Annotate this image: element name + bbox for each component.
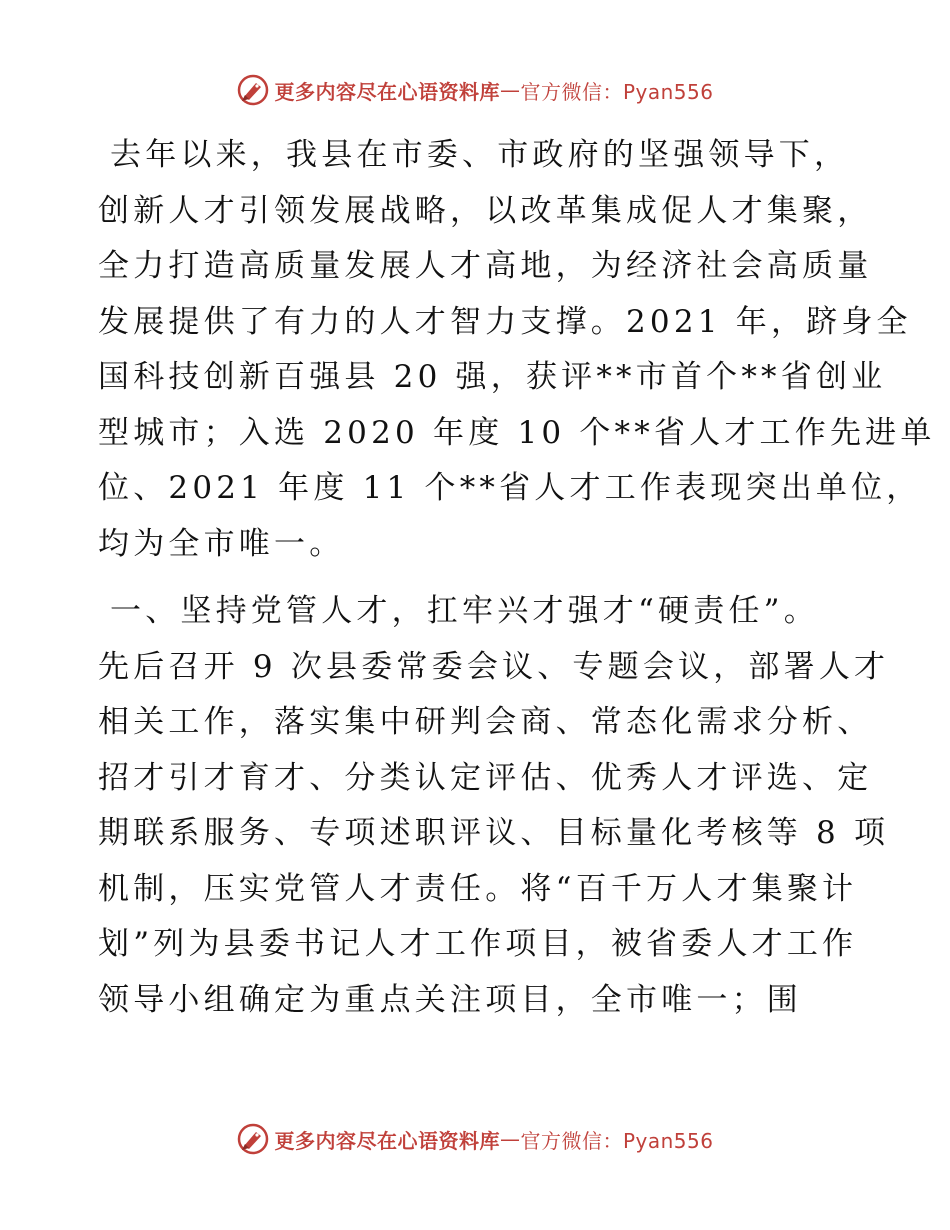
text-line: 划”列为县委书记人才工作项目，被省委人才工作	[98, 926, 858, 962]
pen-nib-logo-icon	[236, 73, 270, 107]
pen-nib-logo-icon	[236, 1122, 270, 1156]
banner-wechat-text: 官方微信：Pyan556	[520, 1128, 714, 1153]
banner-wechat-text: 官方微信：Pyan556	[520, 79, 714, 104]
text-line: 国科技创新百强县 20 强，获评**市首个**省创业	[98, 359, 887, 395]
banner-separator: —	[499, 78, 521, 102]
banner-main-text: 更多内容尽在心语资料库	[274, 79, 500, 104]
paragraph-section-one	[98, 584, 890, 1028]
text-line: 招才引才育才、分类认定评估、优秀人才评选、定	[98, 759, 873, 796]
banner-separator: —	[499, 1127, 521, 1151]
text-line: 相关工作，落实集中研判会商、常态化需求分析、	[98, 704, 873, 740]
text-line: 型城市；入选 2020 年度 10 个**省人才工作先进单	[98, 414, 936, 451]
text-line: 期联系服务、专项述职评议、目标量化考核等 8 项	[98, 815, 890, 851]
banner-main-text: 更多内容尽在心语资料库	[274, 1128, 500, 1153]
text-line: 均为全市唯一。	[98, 525, 345, 562]
header-banner	[0, 70, 950, 110]
text-line: 领导小组确定为重点关注项目，全市唯一；围	[98, 981, 802, 1018]
text-line: 全力打造高质量发展人才高地，为经济社会高质量	[98, 248, 873, 284]
paragraph-intro	[98, 128, 936, 572]
text-line: 创新人才引领发展战略，以改革集成促人才集聚，	[98, 192, 873, 229]
footer-banner	[0, 1119, 950, 1159]
text-line: 位、2021 年度 11 个**省人才工作表现突出单位，	[98, 470, 922, 506]
text-line: 发展提供了有力的人才智力支撑。2021 年，跻身全	[98, 303, 912, 340]
text-line: 先后召开 9 次县委常委会议、专题会议，部署人才	[98, 648, 890, 685]
text-line: 去年以来，我县在市委、市政府的坚强领导下，	[110, 137, 850, 173]
document-body	[98, 128, 936, 1028]
text-line: 机制，压实党管人才责任。将“百千万人才集聚计	[98, 870, 858, 907]
section-heading-line: 一、坚持党管人才，扛牢兴才强才“硬责任”。	[110, 593, 819, 629]
